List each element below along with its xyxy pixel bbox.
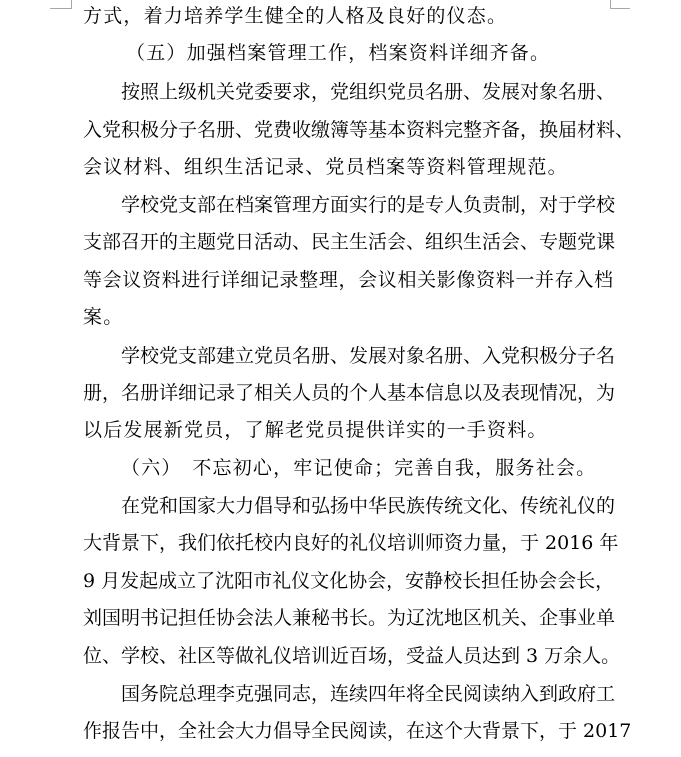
- text-line: 按照上级机关党委要求，党组织党员名册、发展对象名册、: [121, 81, 616, 103]
- section-heading: （六） 不忘初心，牢记使命；完善自我，服务社会。: [121, 457, 597, 479]
- text-line: 作报告中，全社会大力倡导全民阅读，在这个大背景下，于 2017: [83, 720, 632, 742]
- text-line: 等会议资料进行详细记录整理，会议相关影像资料一并存入档: [83, 269, 613, 291]
- text-line: 刘国明书记担任协会法人兼秘书长。为辽沈地区机关、企事业单: [83, 607, 616, 629]
- section-heading: （五）加强档案管理工作，档案资料详细齐备。: [126, 42, 551, 64]
- text-line: 支部召开的主题党日活动、民主生活会、组织生活会、专题党课: [83, 231, 616, 253]
- text-line: 案。: [83, 306, 124, 328]
- text-line: 9 月发起成立了沈阳市礼仪文化协会，安静校长担任协会会长，: [83, 570, 615, 592]
- text-line: 学校党支部建立党员名册、发展对象名册、入党积极分子名: [121, 345, 616, 367]
- text-line: 以后发展新党员，了解老党员提供详实的一手资料。: [83, 419, 548, 441]
- text-line: 入党积极分子名册、党费收缴簿等基本资料完整齐备，换届材料、: [83, 119, 635, 141]
- text-line: 册，名册详细记录了相关人员的个人基本信息以及表现情况，为: [83, 382, 616, 404]
- text-line: 学校党支部在档案管理方面实行的是专人负责制，对于学校: [121, 194, 616, 216]
- text-line: 会议材料、组织生活记录、党员档案等资料管理规范。: [83, 156, 568, 178]
- page-corner-mark-top-left-vertical: [71, 0, 72, 9]
- text-line: 在党和国家大力倡导和弘扬中华民族传统文化、传统礼仪的: [121, 495, 616, 517]
- text-line: 方式，着力培养学生健全的人格及良好的仪态。: [83, 5, 508, 27]
- page-corner-mark-top-right: [610, 8, 630, 9]
- text-line: 国务院总理李克强同志，连续四年将全民阅读纳入到政府工: [121, 683, 616, 705]
- text-line: 大背景下，我们依托校内良好的礼仪培训师资力量，于 2016 年: [83, 532, 619, 554]
- text-line: 位、学校、社区等做礼仪培训近百场，受益人员达到 3 万余人。: [83, 645, 621, 667]
- page-corner-mark-top-left: [50, 8, 72, 9]
